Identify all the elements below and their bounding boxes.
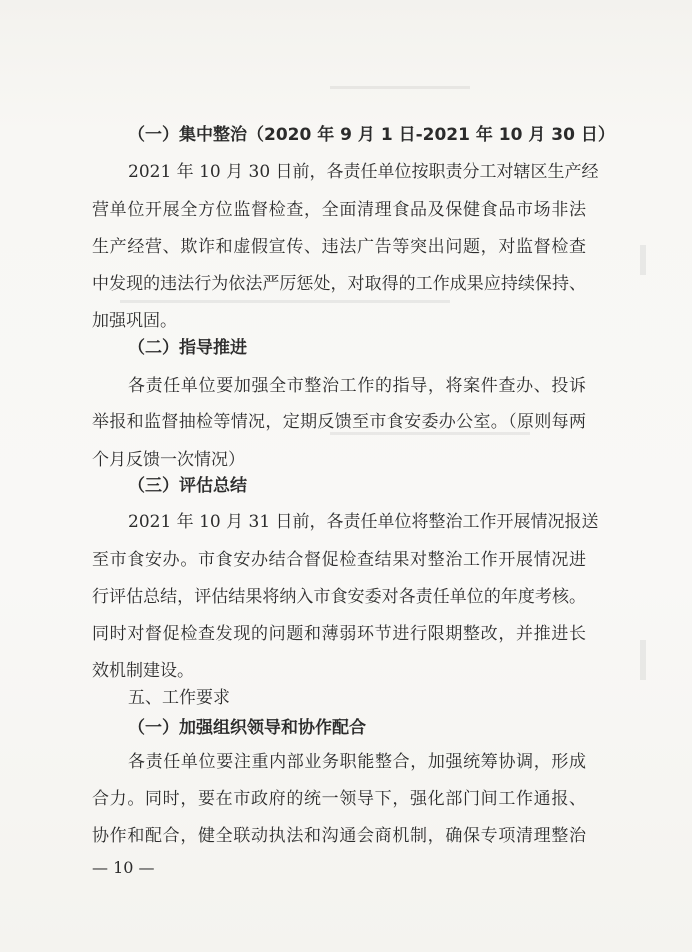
paragraph-line: 协作和配合，健全联动执法和沟通会商机制，确保专项清理整治 — [92, 826, 586, 846]
bleed-through-mark — [330, 86, 470, 89]
paragraph-line: 2021 年 10 月 31 日前，各责任单位将整治工作开展情况报送 — [128, 512, 599, 532]
paragraph-line: 生产经营、欺诈和虚假宣传、违法广告等突出问题，对监督检查 — [92, 237, 586, 257]
paragraph-line: 个月反馈一次情况） — [92, 450, 245, 470]
bleed-through-mark — [120, 300, 450, 303]
paragraph-line: 2021 年 10 月 30 日前，各责任单位按职责分工对辖区生产经 — [128, 162, 599, 182]
paragraph-line: 效机制建设。 — [92, 661, 194, 681]
paragraph-line: 至市食安办。市食安办结合督促检查结果对整治工作开展情况进 — [92, 550, 586, 570]
paragraph-line: 合力。同时，要在市政府的统一领导下，强化部门间工作通报、 — [92, 789, 586, 809]
section-heading-evaluation: （三）评估总结 — [128, 476, 247, 496]
paragraph-line: 同时对督促检查发现的问题和薄弱环节进行限期整改，并推进长 — [92, 624, 586, 644]
paragraph-line: 加强巩固。 — [92, 311, 177, 331]
bleed-through-mark — [330, 432, 530, 435]
paragraph-line: 举报和监督抽检等情况，定期反馈至市食安委办公室。（原则每两 — [92, 412, 586, 432]
page-number: — 10 — — [92, 858, 155, 877]
paragraph-line: 行评估总结，评估结果将纳入市食安委对各责任单位的年度考核。 — [92, 587, 586, 607]
paragraph-line: 各责任单位要注重内部业务职能整合，加强统筹协调，形成 — [128, 752, 586, 772]
paragraph-line: 营单位开展全方位监督检查，全面清理食品及保健食品市场非法 — [92, 200, 586, 220]
bleed-through-mark — [640, 245, 646, 275]
section-heading-centralized-rectification: （一）集中整治（2020 年 9 月 1 日-2021 年 10 月 30 日） — [128, 125, 615, 145]
section-heading-guidance: （二）指导推进 — [128, 338, 247, 358]
section-heading-organization-leadership: （一）加强组织领导和协作配合 — [128, 718, 366, 738]
paragraph-line: 中发现的违法行为依法严厉惩处，对取得的工作成果应持续保持、 — [92, 274, 586, 294]
paragraph-line: 各责任单位要加强全市整治工作的指导，将案件查办、投诉 — [128, 376, 586, 396]
chapter-heading-work-requirements: 五、工作要求 — [128, 688, 230, 708]
